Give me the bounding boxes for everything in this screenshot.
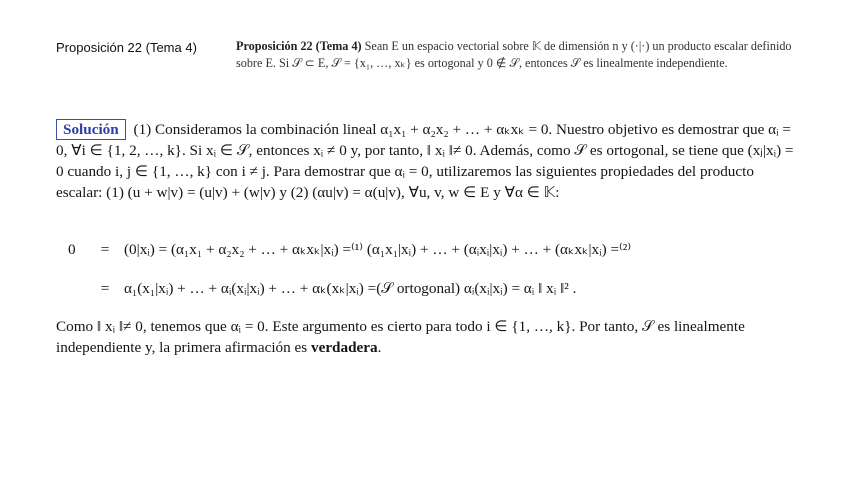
solution-paragraph [56,119,796,203]
equation-rhs-1: (0|xᵢ) = (α₁x₁ + α₂x₂ + … + αₖxₖ|xᵢ) =⁽¹⁾ (α₁x₁|xᵢ) + … + (αᵢxᵢ|xᵢ) + … + (αₖxₖ|xᵢ) =⁽²⁾ [124,241,632,258]
solution-label: Solución [56,119,126,140]
equation-lhs: 0 [68,241,76,258]
slide-title: Proposición 22 (Tema 4) [56,40,197,55]
proposition-heading: Proposición 22 (Tema 4) [236,39,362,53]
equation-line-1 [68,240,808,259]
conclusion-end: . [377,339,382,356]
proposition-statement: Sean E un espacio vectorial sobre 𝕂 de dimensión n y (·|·) un producto escalar definido sobre E. Si 𝒮 ⊂ E, 𝒮 = {x₁, …, xₖ} es ortogonal y 0 ∉ 𝒮, entonces 𝒮 es linealmente independiente. [236,39,792,70]
solution-intro: (1) Consideramos la combinación lineal α₁x₁ + α₂x₂ + … + αₖxₖ = 0. Nuestro objetivo es demostrar que αᵢ = 0, ∀i ∈ {1, 2, …, k}. Si xᵢ ∈ 𝒮, entonces xᵢ ≠ 0 y, por tanto, ‖ xᵢ ‖≠ 0. Además, como 𝒮 es ortogonal, se tiene que (xⱼ|xᵢ) = 0 cuando i, j ∈ {1, …, k} con i ≠ j. Para demostrar que αᵢ = 0, utilizaremos las siguientes propiedades del producto escalar: (1) (u + w|v) = (u|v) + (w|v) y (2) (αu|v) = α(u|v), ∀u, v, w ∈ E y ∀α ∈ 𝕂: [56,121,794,201]
conclusion-paragraph [56,316,796,358]
proposition-block [236,38,796,71]
equation-rhs-2: α₁(x₁|xᵢ) + … + αᵢ(xᵢ|xᵢ) + … + αₖ(xₖ|xᵢ) =(𝒮 ortogonal) αᵢ(xᵢ|xᵢ) = αᵢ ‖ xᵢ ‖² . [124,280,577,297]
conclusion-text: Como ‖ xᵢ ‖≠ 0, tenemos que αᵢ = 0. Este argumento es cierto para todo i ∈ {1, …, k}. Por tanto, 𝒮 es linealmente independiente y, la primera afirmación es [56,318,745,356]
equation-equals-sign: = [100,241,110,258]
equation-line-2 [68,279,808,298]
equation-equals-sign: = [100,280,110,297]
conclusion-verdict: verdadera [310,339,378,356]
